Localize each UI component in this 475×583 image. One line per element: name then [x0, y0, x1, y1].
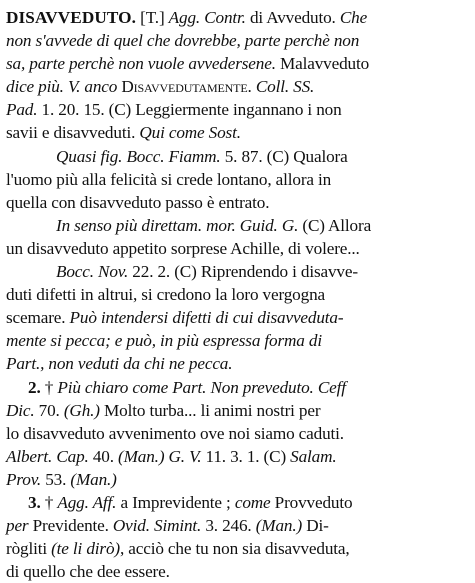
entry-text: Previdente.	[28, 516, 113, 536]
entry-line	[6, 98, 467, 121]
entry-text: Qui come Sost.	[139, 123, 241, 143]
entry-text: , acciò che tu non sia disavveduta,	[119, 539, 350, 559]
entry-line	[6, 237, 467, 260]
entry-text: Più chiaro come Part. Non preveduto. Ceff	[57, 377, 346, 397]
entry-text: Coll. SS.	[255, 77, 315, 97]
entry-text: savii e disavveduti.	[6, 123, 140, 143]
entry-text: Che	[339, 8, 368, 27]
entry-text: (te li dirò)	[51, 539, 120, 559]
entry-line	[6, 168, 467, 191]
entry-line	[6, 376, 467, 399]
entry-text: .	[247, 77, 256, 97]
entry-text: Agg. Aff.	[57, 492, 117, 512]
entry-text: dice più. V. anco	[6, 77, 118, 97]
entry-text: Bocc. Nov.	[56, 262, 129, 282]
entry-text: duti difetti in altrui, si credono la loro vergogna	[6, 285, 325, 305]
entry-text: quella con disavveduto passo è entrato.	[6, 192, 270, 212]
entry-line	[6, 52, 467, 75]
entry-text: non s'avvede di quel che dovrebbe, parte perchè non	[6, 31, 360, 51]
entry-text: (Man.)	[70, 469, 117, 489]
entry-text: 1. 20. 15. (C) Leggiermente ingannano i non	[37, 100, 342, 120]
entry-text: (Man.) G. V.	[118, 446, 202, 466]
entry-text: 40.	[88, 446, 119, 466]
entry-line	[6, 6, 467, 29]
entry-text: Albert. Cap.	[6, 446, 89, 466]
entry-text: Malavveduto	[275, 54, 370, 74]
entry-text: (C) Allora	[298, 215, 372, 235]
entry-text: Pad.	[6, 100, 38, 120]
entry-text: un disavveduto appetito sorprese Achille, di volere...	[6, 238, 360, 258]
entry-line	[6, 514, 467, 537]
entry-line	[6, 399, 467, 422]
dictionary-entry-disavveduto	[6, 6, 467, 583]
sense-number: 2.	[28, 377, 41, 397]
entry-line	[6, 537, 467, 560]
entry-text: Salam.	[290, 446, 337, 466]
entry-line	[6, 283, 467, 306]
entry-line	[6, 468, 467, 491]
entry-text: Molto turba... li animi nostri per	[99, 400, 321, 420]
entry-line	[6, 214, 467, 237]
entry-text: di quello che dee essere.	[6, 562, 170, 582]
entry-text: †	[40, 377, 58, 397]
entry-line	[6, 145, 467, 168]
entry-line	[6, 260, 467, 283]
entry-text: rògliti	[6, 539, 52, 559]
entry-text: per	[6, 516, 29, 536]
entry-text: l'uomo più alla felicità si crede lontano, allora in	[6, 169, 332, 189]
entry-text: lo disavveduto avvenimento ove noi siamo caduti.	[6, 423, 344, 443]
entry-text: Agg. Contr.	[168, 8, 246, 27]
entry-text: In senso più direttam. mor. Guid. G.	[56, 215, 299, 235]
entry-text: Quasi fig. Bocc. Fiamm.	[56, 146, 221, 166]
entry-text: Ovid. Simint.	[112, 516, 202, 536]
entry-text: di Avveduto.	[245, 8, 340, 27]
entry-text: mente si pecca; e può, in più espressa forma di	[6, 331, 322, 351]
entry-line	[6, 191, 467, 214]
entry-text: Prov.	[6, 469, 42, 489]
entry-text: 3. 246.	[201, 516, 256, 536]
entry-text: [T.]	[136, 8, 169, 27]
entry-text: 11. 3. 1. (C)	[201, 446, 291, 466]
entry-line	[6, 29, 467, 52]
entry-line	[6, 560, 467, 583]
entry-text: Provveduto	[270, 492, 353, 512]
sense-number: 3.	[28, 492, 41, 512]
entry-text: Part., non veduti da chi ne pecca.	[6, 354, 233, 374]
entry-line	[6, 121, 467, 144]
entry-line	[6, 445, 467, 468]
entry-line	[6, 75, 467, 98]
entry-text: 53.	[41, 469, 71, 489]
entry-line	[6, 491, 467, 514]
entry-line	[6, 329, 467, 352]
entry-text: 22. 2. (C) Riprendendo i disavve-	[128, 262, 358, 282]
entry-text: †	[40, 492, 58, 512]
entry-line	[6, 306, 467, 329]
entry-text: (Man.)	[255, 516, 303, 536]
entry-text: come	[234, 492, 271, 512]
entry-text: 5. 87. (C) Qualora	[220, 146, 348, 166]
entry-text: Dic.	[6, 400, 35, 420]
headword: DISAVVEDUTO.	[6, 8, 136, 27]
entry-text: (Gh.)	[63, 400, 100, 420]
entry-text: a Imprevidente ;	[116, 492, 235, 512]
entry-text: Può intendersi difetti di cui disavveduta-	[69, 308, 344, 328]
entry-text: scemare.	[6, 308, 70, 328]
entry-text: Di-	[302, 516, 329, 536]
entry-line	[6, 422, 467, 445]
entry-text: 70.	[34, 400, 64, 420]
entry-text: Disavvedutamente	[121, 77, 248, 97]
entry-text: sa, parte perchè non vuole avvedersene.	[6, 54, 276, 74]
entry-line	[6, 352, 467, 375]
